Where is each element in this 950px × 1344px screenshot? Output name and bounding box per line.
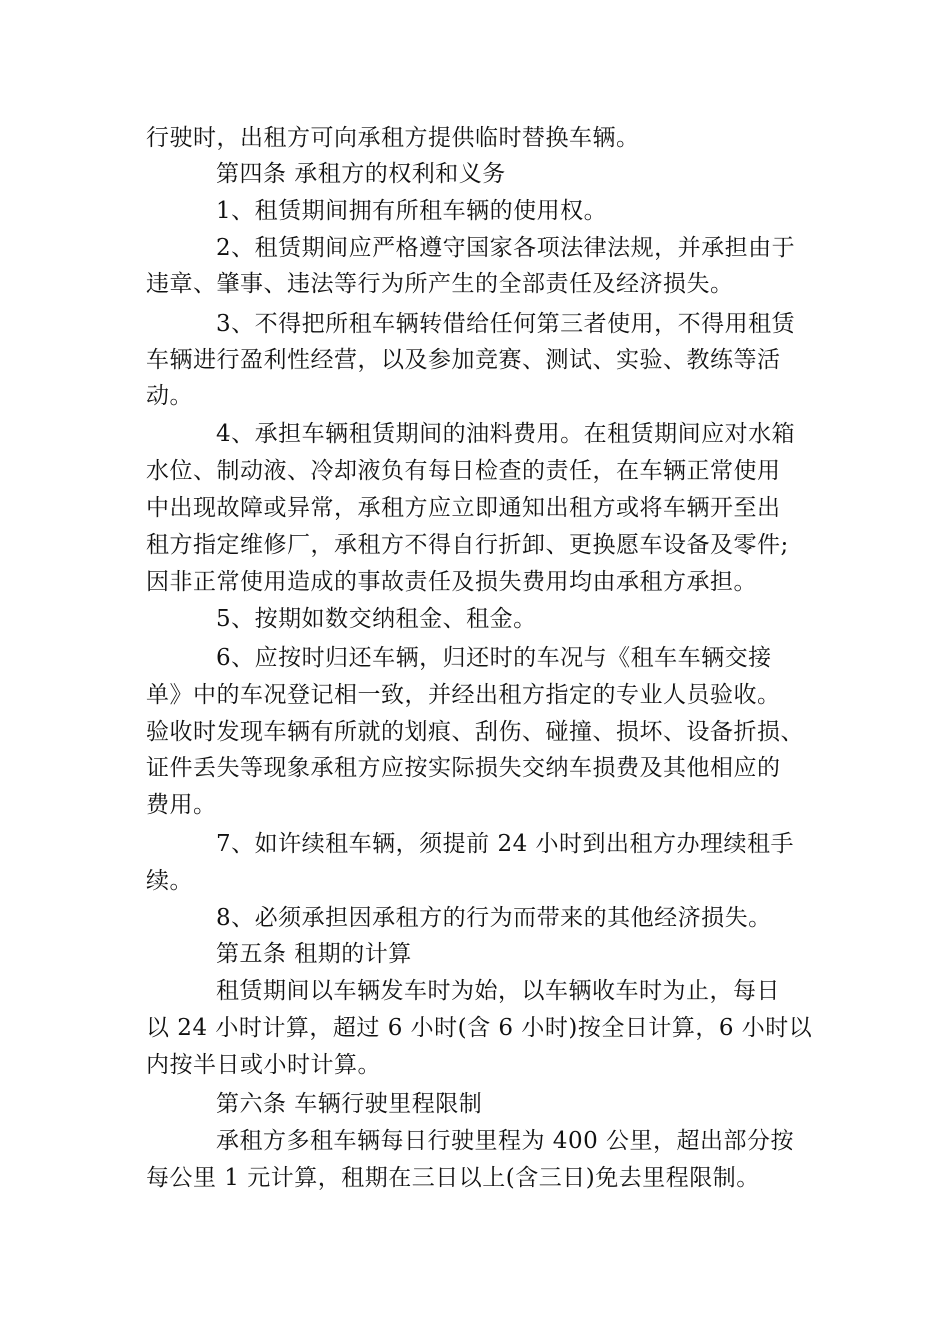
text-line: 租赁期间以车辆发车时为始，以车辆收车时为止，每日 bbox=[216, 978, 780, 1004]
text-line: 单》中的车况登记相一致，并经出租方指定的专业人员验收。 bbox=[146, 682, 781, 708]
text-line: 7、如许续租车辆，须提前 24 小时到出租方办理续租手 bbox=[216, 831, 795, 857]
text-line: 因非正常使用造成的事故责任及损失费用均由承租方承担。 bbox=[146, 569, 757, 595]
text-line: 内按半日或小时计算。 bbox=[146, 1052, 381, 1078]
text-line: 中出现故障或异常，承租方应立即通知出租方或将车辆开至出 bbox=[146, 495, 781, 521]
text-line: 2、租赁期间应严格遵守国家各项法律法规，并承担由于 bbox=[216, 235, 796, 261]
text-line: 车辆进行盈利性经营，以及参加竞赛、测试、实验、教练等活 bbox=[146, 347, 781, 373]
text-line: 每公里 1 元计算，租期在三日以上(含三日)免去里程限制。 bbox=[146, 1165, 760, 1191]
text-line: 4、承担车辆租赁期间的油料费用。在租赁期间应对水箱 bbox=[216, 421, 796, 447]
section-heading: 第四条 承租方的权利和义务 bbox=[216, 161, 506, 187]
text-line: 承租方多租车辆每日行驶里程为 400 公里，超出部分按 bbox=[216, 1128, 795, 1154]
text-line: 水位、制动液、冷却液负有每日检查的责任，在车辆正常使用 bbox=[146, 458, 781, 484]
text-line: 3、不得把所租车辆转借给任何第三者使用，不得用租赁 bbox=[216, 311, 796, 337]
text-line: 证件丢失等现象承租方应按实际损失交纳车损费及其他相应的 bbox=[146, 755, 781, 781]
text-line: 验收时发现车辆有所就的划痕、刮伤、碰撞、损坏、设备折损、 bbox=[146, 719, 804, 745]
text-line: 费用。 bbox=[146, 792, 217, 818]
text-line: 8、必须承担因承租方的行为而带来的其他经济损失。 bbox=[216, 905, 772, 931]
text-line: 以 24 小时计算，超过 6 小时(含 6 小时)按全日计算，6 小时以 bbox=[146, 1015, 813, 1041]
text-line: 租方指定维修厂，承租方不得自行折卸、更换愿车设备及零件; bbox=[146, 532, 789, 558]
text-line: 续。 bbox=[146, 868, 193, 894]
section-heading: 第六条 车辆行驶里程限制 bbox=[216, 1091, 483, 1117]
text-line: 动。 bbox=[146, 383, 193, 409]
text-line: 违章、肇事、违法等行为所产生的全部责任及经济损失。 bbox=[146, 271, 734, 297]
text-line: 6、应按时归还车辆，归还时的车况与《租车车辆交接 bbox=[216, 645, 772, 671]
section-heading: 第五条 租期的计算 bbox=[216, 941, 412, 967]
text-line: 1、租赁期间拥有所租车辆的使用权。 bbox=[216, 198, 608, 224]
text-line: 5、按期如数交纳租金、租金。 bbox=[216, 606, 537, 632]
text-line: 行驶时，出租方可向承租方提供临时替换车辆。 bbox=[146, 125, 640, 151]
